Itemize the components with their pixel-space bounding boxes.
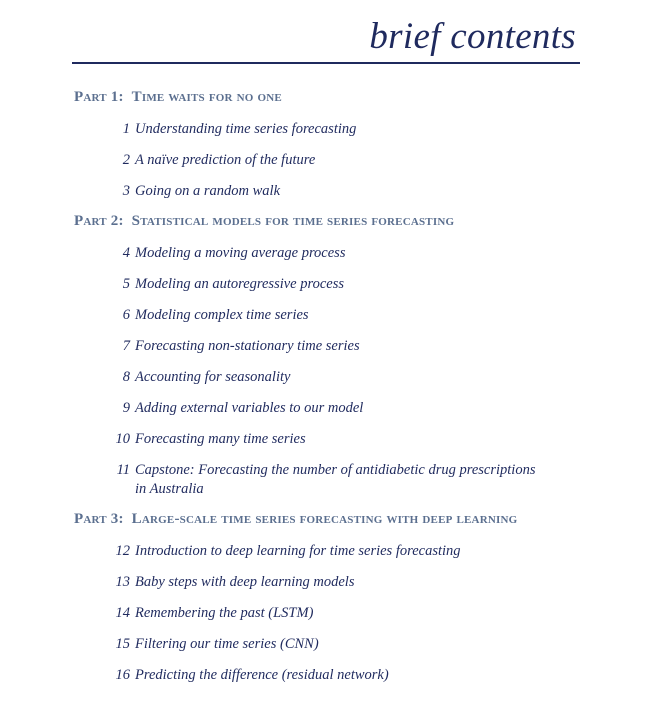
chapter-number: 8 <box>122 369 130 385</box>
chapter-2[interactable] <box>106 151 566 170</box>
chapter-title: Modeling a moving average process <box>135 245 346 261</box>
chapter-1[interactable] <box>106 120 566 139</box>
chapter-title: A naïve prediction of the future <box>135 152 316 168</box>
chapter-title: Going on a random walk <box>135 183 280 199</box>
chapter-14[interactable] <box>106 604 566 623</box>
chapter-4[interactable] <box>106 244 566 263</box>
chapter-title: Adding external variables to our model <box>135 400 364 416</box>
chapter-title: Baby steps with deep learning models <box>135 574 355 590</box>
part-label: Part 2: <box>74 213 124 229</box>
chapter-number: 2 <box>122 152 130 168</box>
part-2-heading[interactable] <box>74 213 454 230</box>
part-3-heading[interactable] <box>74 511 517 528</box>
chapter-number: 12 <box>115 543 130 559</box>
chapter-number: 4 <box>122 245 130 261</box>
part-label: Part 1: <box>74 89 124 105</box>
chapter-number: 10 <box>115 431 130 447</box>
chapter-number: 6 <box>122 307 130 323</box>
chapter-9[interactable] <box>106 399 566 418</box>
part-title: Time waits for no one <box>131 89 282 105</box>
chapter-title: Introduction to deep learning for time series forecasting <box>135 543 461 559</box>
chapter-number: 16 <box>115 667 130 683</box>
chapter-title: Modeling an autoregressive process <box>135 276 345 292</box>
title-rule <box>72 62 580 64</box>
chapter-number: 13 <box>115 574 130 590</box>
chapter-title: Understanding time series forecasting <box>135 121 357 137</box>
chapter-5[interactable] <box>106 275 566 294</box>
chapter-title: Capstone: Forecasting the number of antidiabetic drug prescriptions in Australia <box>135 462 536 497</box>
chapter-7[interactable] <box>106 337 566 356</box>
chapter-16[interactable] <box>106 666 566 685</box>
chapter-10[interactable] <box>106 430 566 449</box>
page-title: brief contents <box>369 16 576 57</box>
chapter-8[interactable] <box>106 368 566 387</box>
chapter-title: Remembering the past (LSTM) <box>135 605 314 621</box>
chapter-number: 7 <box>122 338 130 354</box>
chapter-title: Forecasting many time series <box>135 431 306 447</box>
part-1-heading[interactable] <box>74 89 282 106</box>
chapter-title: Filtering our time series (CNN) <box>135 636 319 652</box>
chapter-6[interactable] <box>106 306 566 325</box>
chapter-15[interactable] <box>106 635 566 654</box>
part-title: Statistical models for time series forecasting <box>131 213 455 229</box>
part-label: Part 3: <box>74 511 124 527</box>
chapter-number: 1 <box>122 121 130 137</box>
chapter-number: 3 <box>122 183 130 199</box>
chapter-number: 9 <box>122 400 130 416</box>
chapter-11[interactable] <box>106 461 566 499</box>
chapter-title: Modeling complex time series <box>135 307 309 323</box>
chapter-number: 15 <box>115 636 130 652</box>
chapter-title: Accounting for seasonality <box>135 369 291 385</box>
part-title: Large-scale time series forecasting with deep learning <box>131 511 518 527</box>
chapter-number: 5 <box>122 276 130 292</box>
chapter-12[interactable] <box>106 542 566 561</box>
chapter-13[interactable] <box>106 573 566 592</box>
chapter-title: Predicting the difference (residual network) <box>135 667 389 683</box>
chapter-number: 14 <box>115 605 130 621</box>
chapter-3[interactable] <box>106 182 566 201</box>
chapter-title: Forecasting non-stationary time series <box>135 338 360 354</box>
chapter-number: 11 <box>116 462 130 478</box>
